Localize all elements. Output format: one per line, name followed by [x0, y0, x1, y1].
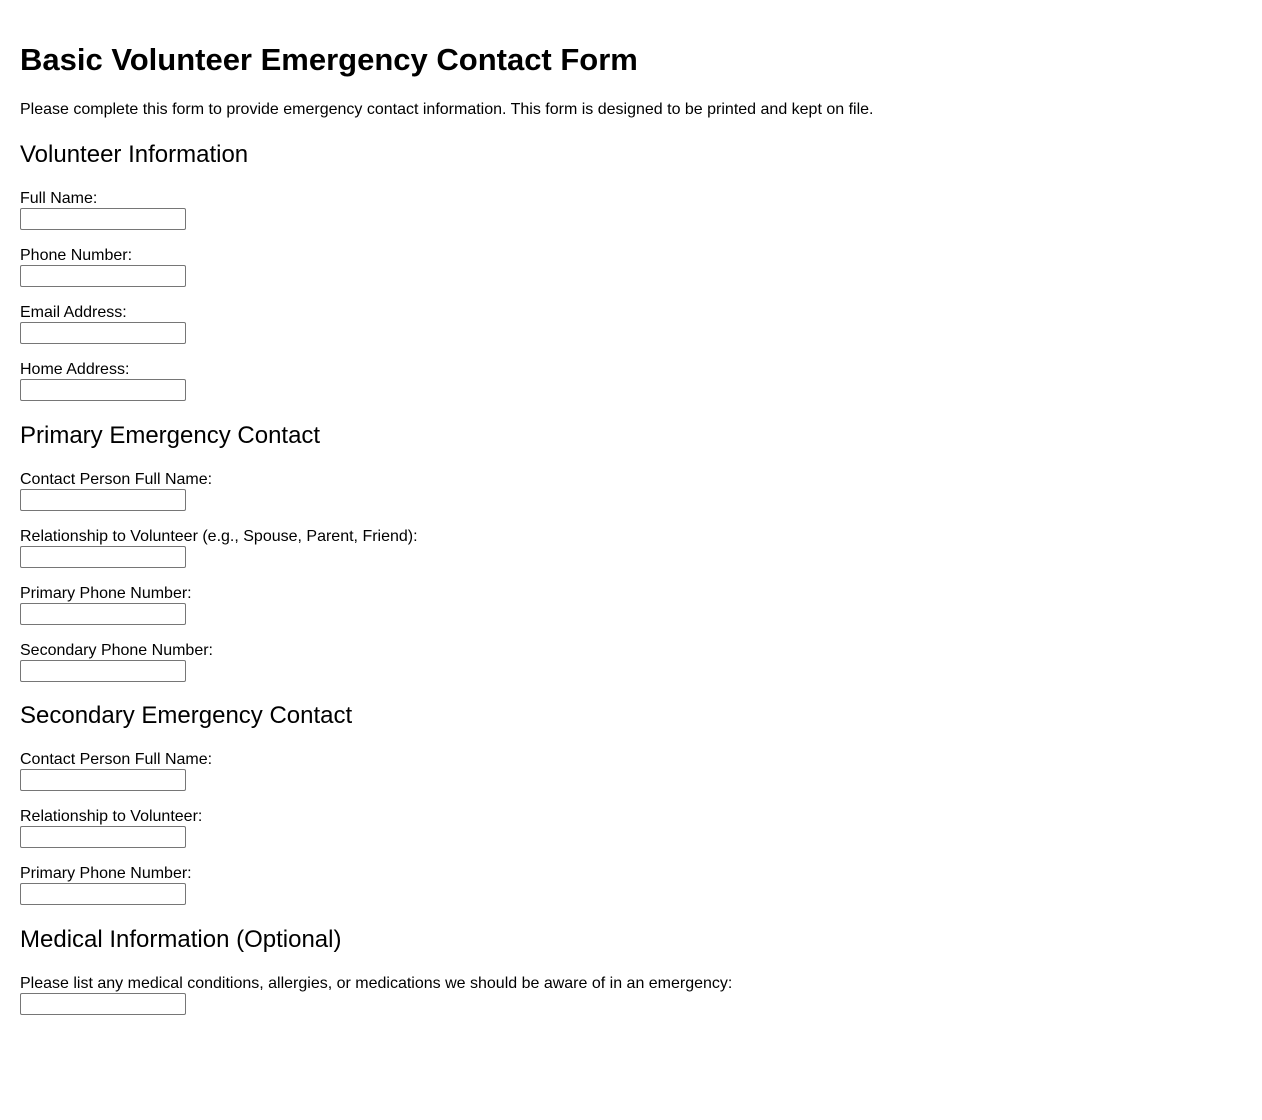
page-title: Basic Volunteer Emergency Contact Form [20, 42, 638, 77]
volunteer-address-label: Home Address: [20, 361, 130, 378]
volunteer-phone-label: Phone Number: [20, 247, 133, 264]
secondary-contact-primary-phone-input[interactable] [20, 883, 186, 905]
secondary-contact-name-input[interactable] [20, 769, 186, 791]
secondary-contact-relationship-input[interactable] [20, 826, 186, 848]
section-heading-volunteer-information: Volunteer Information [20, 141, 249, 168]
primary-contact-relationship-input[interactable] [20, 546, 186, 568]
volunteer-full-name-label: Full Name: [20, 190, 98, 207]
volunteer-phone-input[interactable] [20, 265, 186, 287]
medical-conditions-input[interactable] [20, 993, 186, 1015]
secondary-contact-relationship-label: Relationship to Volunteer: [20, 808, 203, 825]
volunteer-email-label: Email Address: [20, 304, 127, 321]
primary-contact-secondary-phone-input[interactable] [20, 660, 186, 682]
primary-contact-relationship-label: Relationship to Volunteer (e.g., Spouse, Parent, Friend): [20, 528, 418, 545]
volunteer-full-name-input[interactable] [20, 208, 186, 230]
primary-contact-name-input[interactable] [20, 489, 186, 511]
primary-contact-secondary-phone-label: Secondary Phone Number: [20, 642, 213, 659]
secondary-contact-primary-phone-label: Primary Phone Number: [20, 865, 192, 882]
volunteer-address-input[interactable] [20, 379, 186, 401]
primary-contact-primary-phone-input[interactable] [20, 603, 186, 625]
section-heading-medical-information: Medical Information (Optional) [20, 926, 342, 953]
primary-contact-name-label: Contact Person Full Name: [20, 471, 213, 488]
section-heading-secondary-emergency-contact: Secondary Emergency Contact [20, 702, 353, 729]
form-intro: Please complete this form to provide emergency contact information. This form is designed to be printed and kept on file. [20, 101, 874, 118]
primary-contact-primary-phone-label: Primary Phone Number: [20, 585, 192, 602]
section-heading-primary-emergency-contact: Primary Emergency Contact [20, 422, 321, 449]
volunteer-email-input[interactable] [20, 322, 186, 344]
secondary-contact-name-label: Contact Person Full Name: [20, 751, 213, 768]
medical-conditions-label: Please list any medical conditions, allergies, or medications we should be aware of in an emergency: [20, 975, 733, 992]
